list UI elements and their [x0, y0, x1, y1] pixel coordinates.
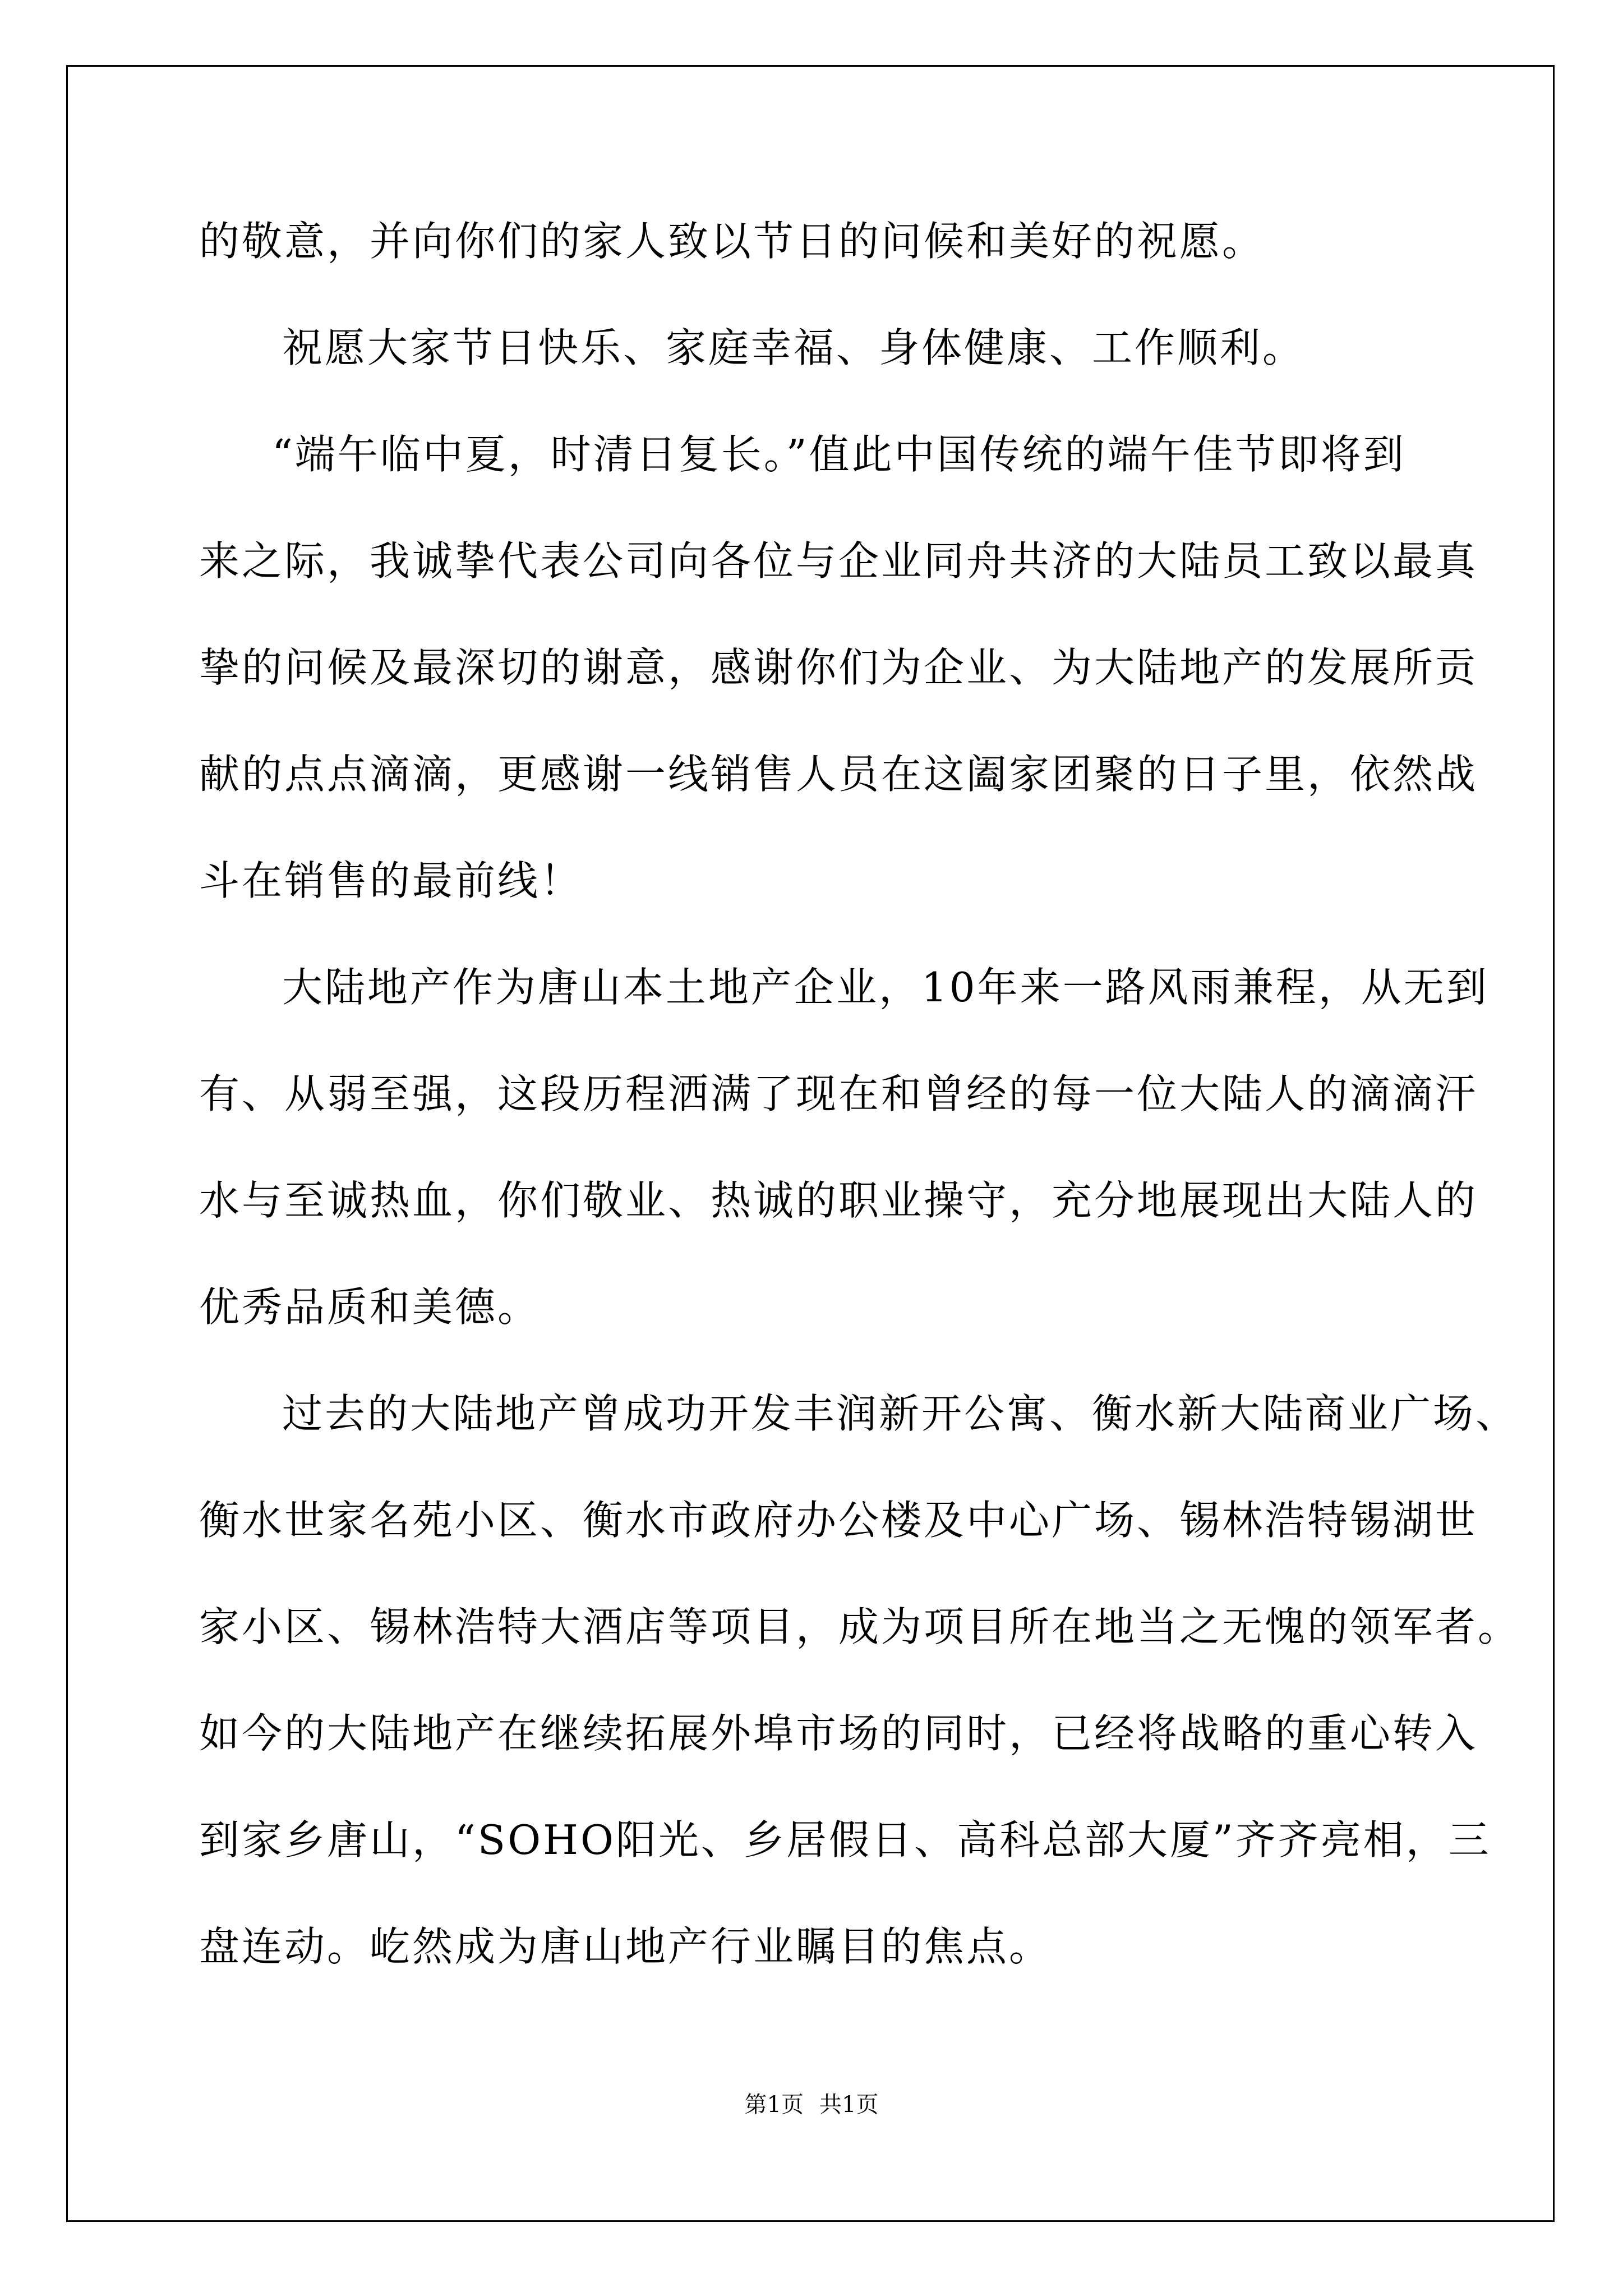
page-number-current: 第1页 [744, 2092, 804, 2118]
text-line: “端午临中夏，时清日复长。”值此中国传统的端午佳节即将到 [272, 431, 1406, 478]
text-line: 衡水世家名苑小区、衡水市政府办公楼及中心广场、锡林浩特锡湖世 [199, 1497, 1478, 1544]
text-line: 献的点点滴滴，更感谢一线销售人员在这阖家团聚的日子里，依然战 [199, 751, 1478, 798]
text-line: 来之际，我诚挚代表公司向各位与企业同舟共济的大陆员工致以最真 [199, 537, 1478, 585]
text-line: 祝愿大家节日快乐、家庭幸福、身体健康、工作顺利。 [282, 324, 1306, 371]
text-line: 如今的大陆地产在继续拓展外埠市场的同时，已经将战略的重心转入 [199, 1710, 1478, 1757]
text-line: 优秀品质和美德。 [199, 1283, 541, 1331]
text-line: 过去的大陆地产曾成功开发丰润新开公寓、衡水新大陆商业广场、 [282, 1390, 1519, 1437]
text-line: 斗在销售的最前线！ [199, 857, 583, 904]
text-line: 家小区、锡林浩特大酒店等项目，成为项目所在地当之无愧的领军者。 [199, 1603, 1521, 1650]
text-line: 大陆地产作为唐山本土地产企业，10年来一路风雨兼程，从无到 [282, 964, 1489, 1011]
page-border [66, 65, 1555, 2222]
page-number-total: 共1页 [819, 2092, 879, 2118]
text-line: 盘连动。屹然成为唐山地产行业瞩目的焦点。 [199, 1923, 1052, 1970]
text-line: 到家乡唐山，“SOHO阳光、乡居假日、高科总部大厦”齐齐亮相，三 [199, 1816, 1491, 1864]
text-line: 有、从弱至强，这段历程洒满了现在和曾经的每一位大陆人的滴滴汗 [199, 1070, 1478, 1117]
text-line: 的敬意，并向你们的家人致以节日的问候和美好的祝愿。 [199, 218, 1265, 265]
text-line: 水与至诚热血，你们敬业、热诚的职业操守，充分地展现出大陆人的 [199, 1177, 1478, 1224]
text-line: 挚的问候及最深切的谢意，感谢你们为企业、为大陆地产的发展所贡 [199, 644, 1478, 691]
page-footer [0, 2088, 1623, 2122]
